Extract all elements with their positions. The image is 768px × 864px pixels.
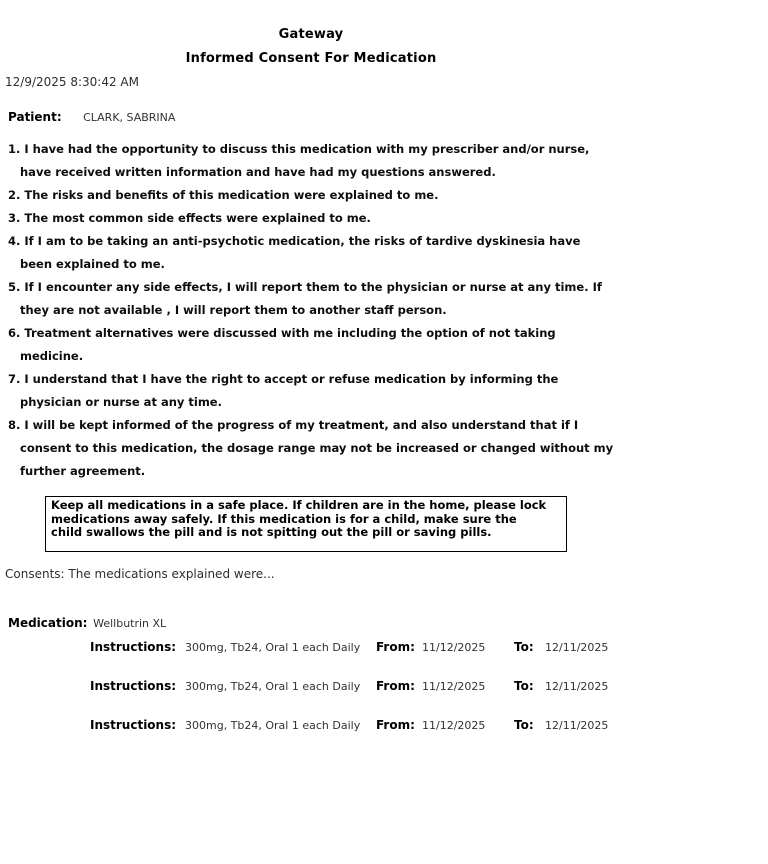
to-date: 12/11/2025 <box>545 719 609 732</box>
to-label: To: <box>514 718 534 732</box>
patient-label: Patient: <box>8 110 62 124</box>
report-timestamp: 12/9/2025 8:30:42 AM <box>5 75 139 89</box>
consent-item <box>8 184 616 207</box>
safety-notice-box <box>45 496 567 552</box>
instructions-label: Instructions: <box>90 679 177 693</box>
patient-name: CLARK, SABRINA <box>83 111 176 124</box>
consent-item-text: If I am to be taking an anti-psychotic medication, the risks of tardive dyskinesia have been explained to me. <box>20 234 581 271</box>
consent-item <box>8 276 616 322</box>
consent-item-text: I understand that I have the right to accept or refuse medication by informing the physician or nurse at any time. <box>20 372 559 409</box>
consent-item <box>8 322 616 368</box>
patient-row <box>8 106 622 125</box>
consent-item-number: 5. <box>8 280 21 294</box>
consent-item <box>8 230 616 276</box>
to-label: To: <box>514 640 534 654</box>
to-date: 12/11/2025 <box>545 641 609 654</box>
consent-item-number: 4. <box>8 234 21 248</box>
consent-item-text: I will be kept informed of the progress of my treatment, and also understand that if I consent to this medication, the dosage range may not be increased or changed without my further agreement. <box>20 418 614 478</box>
safety-notice-text: Keep all medications in a safe place. If children are in the home, please lock medications away safely. If this medication is for a child, make sure the child swallows the pill and is not spitting out the pill or saving pills. <box>51 498 547 539</box>
consent-item-text: The risks and benefits of this medication were explained to me. <box>24 188 439 202</box>
instructions-value: 300mg, Tb24, Oral 1 each Daily <box>185 719 361 732</box>
medication-row <box>8 612 622 631</box>
medication-label: Medication: <box>8 616 88 630</box>
consent-list <box>8 138 616 483</box>
from-date: 11/12/2025 <box>422 719 486 732</box>
consents-line: Consents: The medications explained were... <box>5 567 275 581</box>
consent-item-number: 6. <box>8 326 21 340</box>
instruction-row <box>90 640 622 654</box>
consent-item-number: 7. <box>8 372 21 386</box>
consent-item-number: 1. <box>8 142 21 156</box>
document-title: Informed Consent For Medication <box>185 51 437 66</box>
consent-item <box>8 138 616 184</box>
consent-item-text: I have had the opportunity to discuss this medication with my prescriber and/or nurse, have received written information and have had my questions answered. <box>20 142 590 179</box>
instructions-label: Instructions: <box>90 718 177 732</box>
from-date: 11/12/2025 <box>422 641 486 654</box>
org-name: Gateway <box>278 27 344 42</box>
consent-item-text: Treatment alternatives were discussed with me including the option of not taking medicine. <box>20 326 556 363</box>
instructions-label: Instructions: <box>90 640 177 654</box>
instruction-row <box>90 679 622 693</box>
consent-item <box>8 207 616 230</box>
instructions-value: 300mg, Tb24, Oral 1 each Daily <box>185 680 361 693</box>
from-label: From: <box>376 640 415 654</box>
consent-item-text: The most common side effects were explained to me. <box>24 211 371 225</box>
instructions-value: 300mg, Tb24, Oral 1 each Daily <box>185 641 361 654</box>
to-date: 12/11/2025 <box>545 680 609 693</box>
to-label: To: <box>514 679 534 693</box>
consent-item-number: 3. <box>8 211 21 225</box>
consent-item <box>8 368 616 414</box>
consent-item-text: If I encounter any side effects, I will report them to the physician or nurse at any time. If they are not available , I will report them to another staff person. <box>20 280 602 317</box>
from-label: From: <box>376 679 415 693</box>
consent-item <box>8 414 616 483</box>
medication-name: Wellbutrin XL <box>93 617 167 630</box>
from-label: From: <box>376 718 415 732</box>
consent-item-number: 2. <box>8 188 21 202</box>
from-date: 11/12/2025 <box>422 680 486 693</box>
instruction-row <box>90 718 622 732</box>
consent-item-number: 8. <box>8 418 21 432</box>
